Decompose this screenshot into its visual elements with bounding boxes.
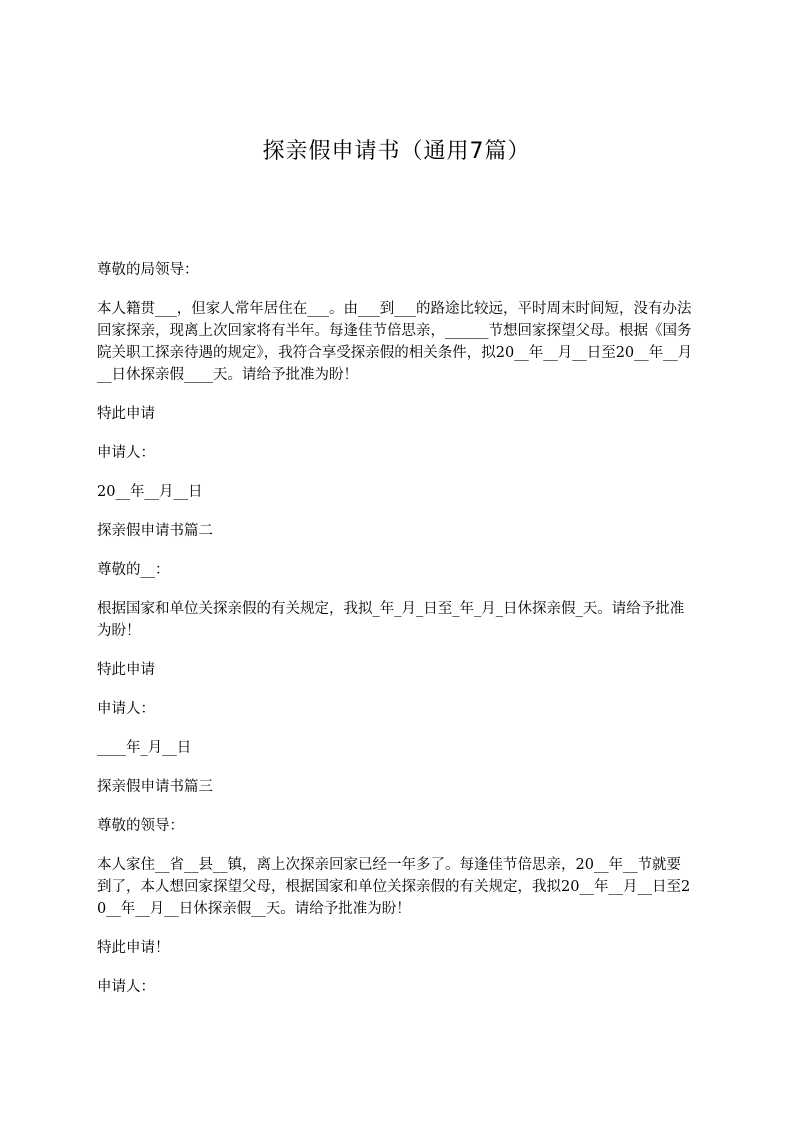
salutation-1: 尊敬的局领导：	[97, 262, 199, 278]
body-paragraph-3: 本人家住__省__县__镇，离上次探亲回家已经一年多了。每逢佳节倍思亲，20__年__节就要到了，本人想回家探望父母，根据国家和单位关探亲假的有关规定，我拟20__年__月__日至20__年__月__日休探亲假__天。请给予批准为盼！	[97, 857, 691, 917]
applicant-label-2: 申请人：	[97, 701, 155, 717]
salutation-3: 尊敬的领导：	[97, 818, 184, 834]
applicant-label-1: 申请人：	[97, 445, 155, 461]
document-body	[97, 259, 695, 1015]
closing-1: 特此申请	[97, 406, 155, 422]
section-heading-3: 探亲假申请书篇三	[97, 779, 213, 795]
date-line-2: ____年_月__日	[97, 740, 192, 756]
closing-3: 特此申请！	[97, 940, 170, 956]
date-line-1: 20__年__月__日	[97, 484, 203, 500]
closing-2: 特此申请	[97, 662, 155, 678]
applicant-label-3: 申请人：	[97, 979, 155, 995]
body-paragraph-2: 根据国家和单位关探亲假的有关规定，我拟_年_月_日至_年_月_日休探亲假_天。请给予批准为盼！	[97, 601, 685, 639]
section-heading-2: 探亲假申请书篇二	[97, 523, 213, 539]
body-paragraph-1: 本人籍贯___，但家人常年居住在___。由___到___的路途比较远，平时周末时间短，没有办法回家探亲，现离上次回家将有半年。每逢佳节倍思亲，______节想回家探望父母。根据《国务院关职工探亲待遇的规定》，我符合享受探亲假的相关条件，拟20__年__月__日至20__年__月__日休探亲假____天。请给予批准为盼！	[97, 301, 693, 383]
document-title: 探亲假申请书（通用7篇）	[262, 139, 531, 164]
salutation-2: 尊敬的__：	[97, 562, 170, 578]
